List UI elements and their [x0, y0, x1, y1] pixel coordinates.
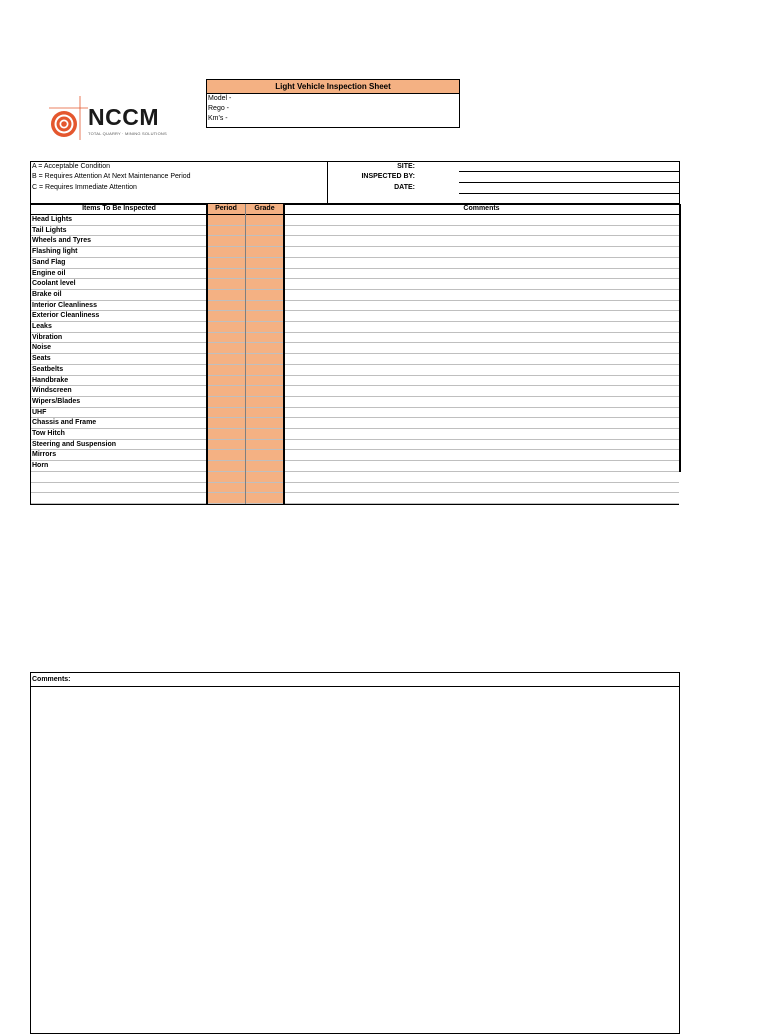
- header-period: Period: [207, 204, 245, 214]
- inspection-item-label: Seatbelts: [32, 365, 64, 373]
- header-grade: Grade: [245, 204, 284, 214]
- header-items: Items To Be Inspected: [82, 205, 156, 212]
- comments-label: Comments:: [31, 673, 679, 687]
- legend-grade-c: C = Requires Immediate Attention: [32, 184, 137, 191]
- table-right-edge: [679, 204, 681, 472]
- site-label: SITE:: [397, 163, 415, 170]
- date-input-line[interactable]: [459, 193, 679, 194]
- inspection-item-label: Tail Lights: [32, 226, 67, 234]
- inspection-item-label: Noise: [32, 344, 52, 352]
- inspection-item-label: Brake oil: [32, 290, 62, 298]
- table-row[interactable]: [31, 503, 679, 515]
- inspection-item-label: Head Lights: [32, 216, 73, 223]
- inspection-item-label: Engine oil: [32, 269, 66, 277]
- inspection-item-label: Coolant level: [32, 280, 76, 288]
- legend-info-box: [30, 161, 680, 205]
- vehicle-details-box: [206, 79, 460, 128]
- site-input-line[interactable]: [459, 171, 679, 172]
- kms-field[interactable]: Km's -: [208, 115, 228, 122]
- legend-divider: [327, 162, 328, 204]
- inspection-table: [30, 203, 679, 505]
- nccm-logo: [48, 96, 178, 140]
- inspection-item-label: Wheels and Tyres: [32, 237, 92, 245]
- inspection-item-label: Sand Flag: [32, 258, 66, 266]
- date-label: DATE:: [394, 184, 415, 191]
- header-comments: Comments: [463, 205, 500, 212]
- inspected-by-label: INSPECTED BY:: [361, 173, 415, 180]
- inspection-item-label: Interior Cleanliness: [32, 301, 97, 309]
- target-circle-icon: [48, 96, 88, 140]
- inspection-item-label: Flashing light: [32, 248, 78, 256]
- comments-box[interactable]: [30, 672, 680, 1034]
- inspection-item-label: Steering and Suspension: [32, 440, 117, 448]
- inspection-item-label: Chassis and Frame: [32, 419, 97, 427]
- inspected-by-input-line[interactable]: [459, 182, 679, 183]
- inspection-item-label: Mirrors: [32, 451, 57, 459]
- inspection-item-label: Tow Hitch: [32, 430, 65, 437]
- inspection-item-label: Handbrake: [32, 376, 69, 384]
- column-divider-grade: [283, 204, 285, 504]
- inspection-item-label: Leaks: [32, 323, 52, 330]
- column-divider-items: [206, 204, 208, 504]
- model-field[interactable]: Model -: [208, 95, 232, 102]
- inspection-item-label: Exterior Cleanliness: [32, 312, 100, 320]
- legend-grade-a: A = Acceptable Condition: [32, 163, 111, 170]
- logo-wordmark: NCCM: [88, 104, 159, 130]
- rego-field[interactable]: Rego -: [208, 105, 230, 112]
- inspection-item-label: Seats: [32, 355, 51, 363]
- column-divider-period: [245, 204, 246, 504]
- legend-grade-b: B = Requires Attention At Next Maintenance Period: [32, 173, 191, 180]
- logo-tagline: TOTAL QUARRY · MINING SOLUTIONS: [88, 131, 167, 136]
- inspection-item-label: Wipers/Blades: [32, 397, 81, 405]
- sheet-title: Light Vehicle Inspection Sheet: [207, 80, 459, 94]
- inspection-item-label: Horn: [32, 462, 49, 470]
- inspection-item-label: UHF: [32, 408, 47, 416]
- inspection-item-label: Windscreen: [32, 387, 72, 395]
- inspection-item-label: Vibration: [32, 333, 63, 341]
